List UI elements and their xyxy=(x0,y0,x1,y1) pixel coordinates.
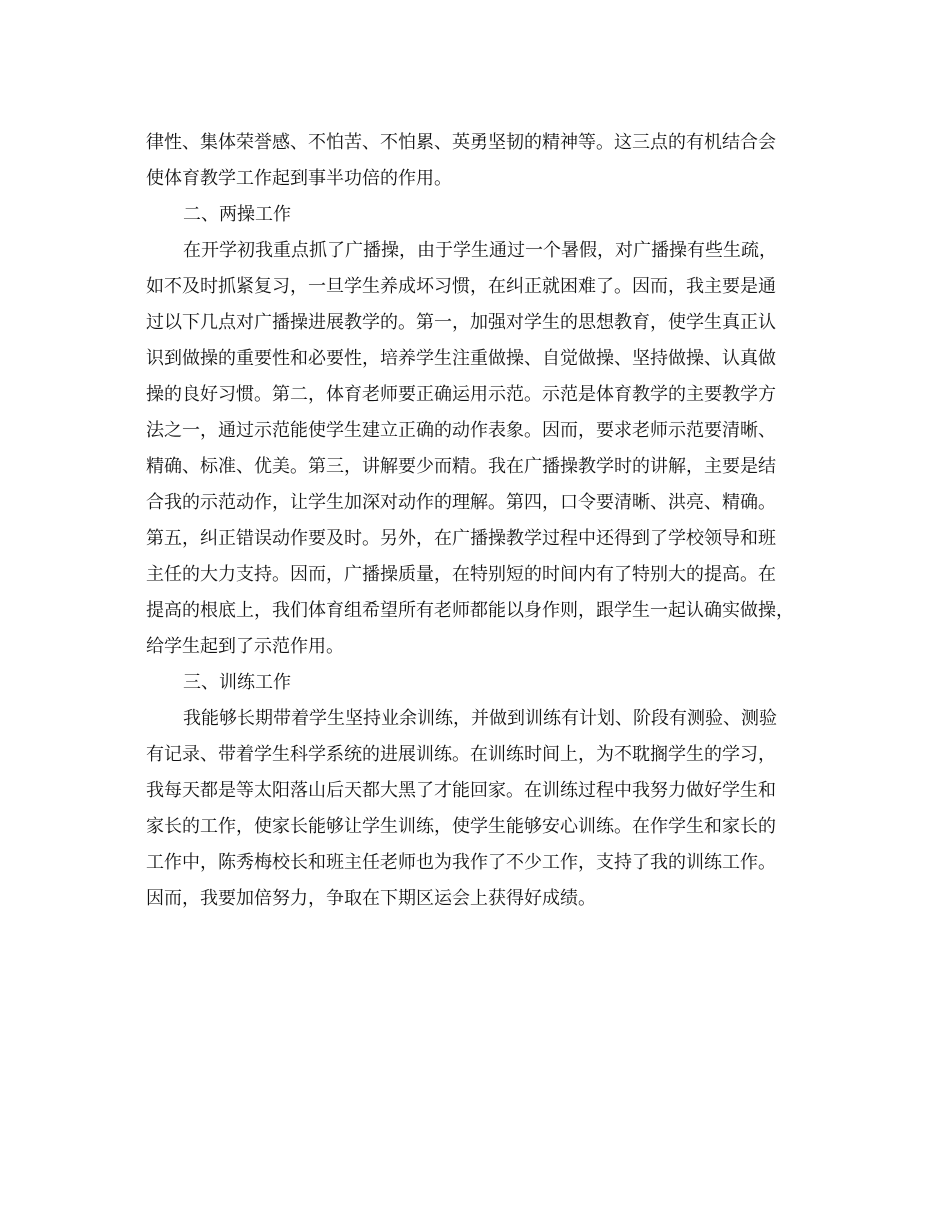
text-line: 如不及时抓紧复习，一旦学生养成坏习惯，在纠正就困难了。因而，我主要是通 xyxy=(146,276,776,297)
text-line: 过以下几点对广播操进展教学的。第一，加强对学生的思想教育，使学生真正认 xyxy=(146,312,776,333)
text-line: 家长的工作，使家长能够让学生训练，使学生能够安心训练。在作学生和家长的 xyxy=(146,816,776,837)
text-line: 律性、集体荣誉感、不怕苦、不怕累、英勇坚韧的精神等。这三点的有机结合会 xyxy=(146,132,776,153)
text-line: 第五，纠正错误动作要及时。另外，在广播操教学过程中还得到了学校领导和班 xyxy=(146,528,776,549)
text-line: 识到做操的重要性和必要性，培养学生注重做操、自觉做操、坚持做操、认真做 xyxy=(146,348,776,369)
text-line: 我能够长期带着学生坚持业余训练，并做到训练有计划、阶段有测验、测验 xyxy=(183,708,777,729)
text-line: 使体育教学工作起到事半功倍的作用。 xyxy=(146,168,452,189)
document-body xyxy=(146,125,810,917)
text-line: 合我的示范动作，让学生加深对动作的理解。第四，口令要清晰、洪亮、精确。 xyxy=(146,492,776,513)
text-line: 主任的大力支持。因而，广播操质量，在特别短的时间内有了特别大的提高。在 xyxy=(146,564,776,585)
text-line: 法之一，通过示范能使学生建立正确的动作表象。因而，要求老师示范要清晰、 xyxy=(146,420,776,441)
text-line: 在开学初我重点抓了广播操，由于学生通过一个暑假，对广播操有些生疏， xyxy=(183,240,777,261)
text-line: 操的良好习惯。第二，体育老师要正确运用示范。示范是体育教学的主要教学方 xyxy=(146,384,776,405)
text-line: 三、训练工作 xyxy=(183,672,291,693)
text-line: 提高的根底上，我们体育组希望所有老师都能以身作则，跟学生一起认确实做操， xyxy=(146,600,794,621)
text-line: 精确、标准、优美。第三，讲解要少而精。我在广播操教学时的讲解，主要是结 xyxy=(146,456,776,477)
text-line: 给学生起到了示范作用。 xyxy=(146,636,344,657)
text-line: 因而，我要加倍努力，争取在下期区运会上获得好成绩。 xyxy=(146,888,596,909)
text-line: 有记录、带着学生科学系统的进展训练。在训练时间上，为不耽搁学生的学习， xyxy=(146,744,776,765)
text-line: 二、两操工作 xyxy=(183,204,291,225)
text-line: 工作中，陈秀梅校长和班主任老师也为我作了不少工作，支持了我的训练工作。 xyxy=(146,852,776,873)
text-line: 我每天都是等太阳落山后天都大黑了才能回家。在训练过程中我努力做好学生和 xyxy=(146,780,776,801)
